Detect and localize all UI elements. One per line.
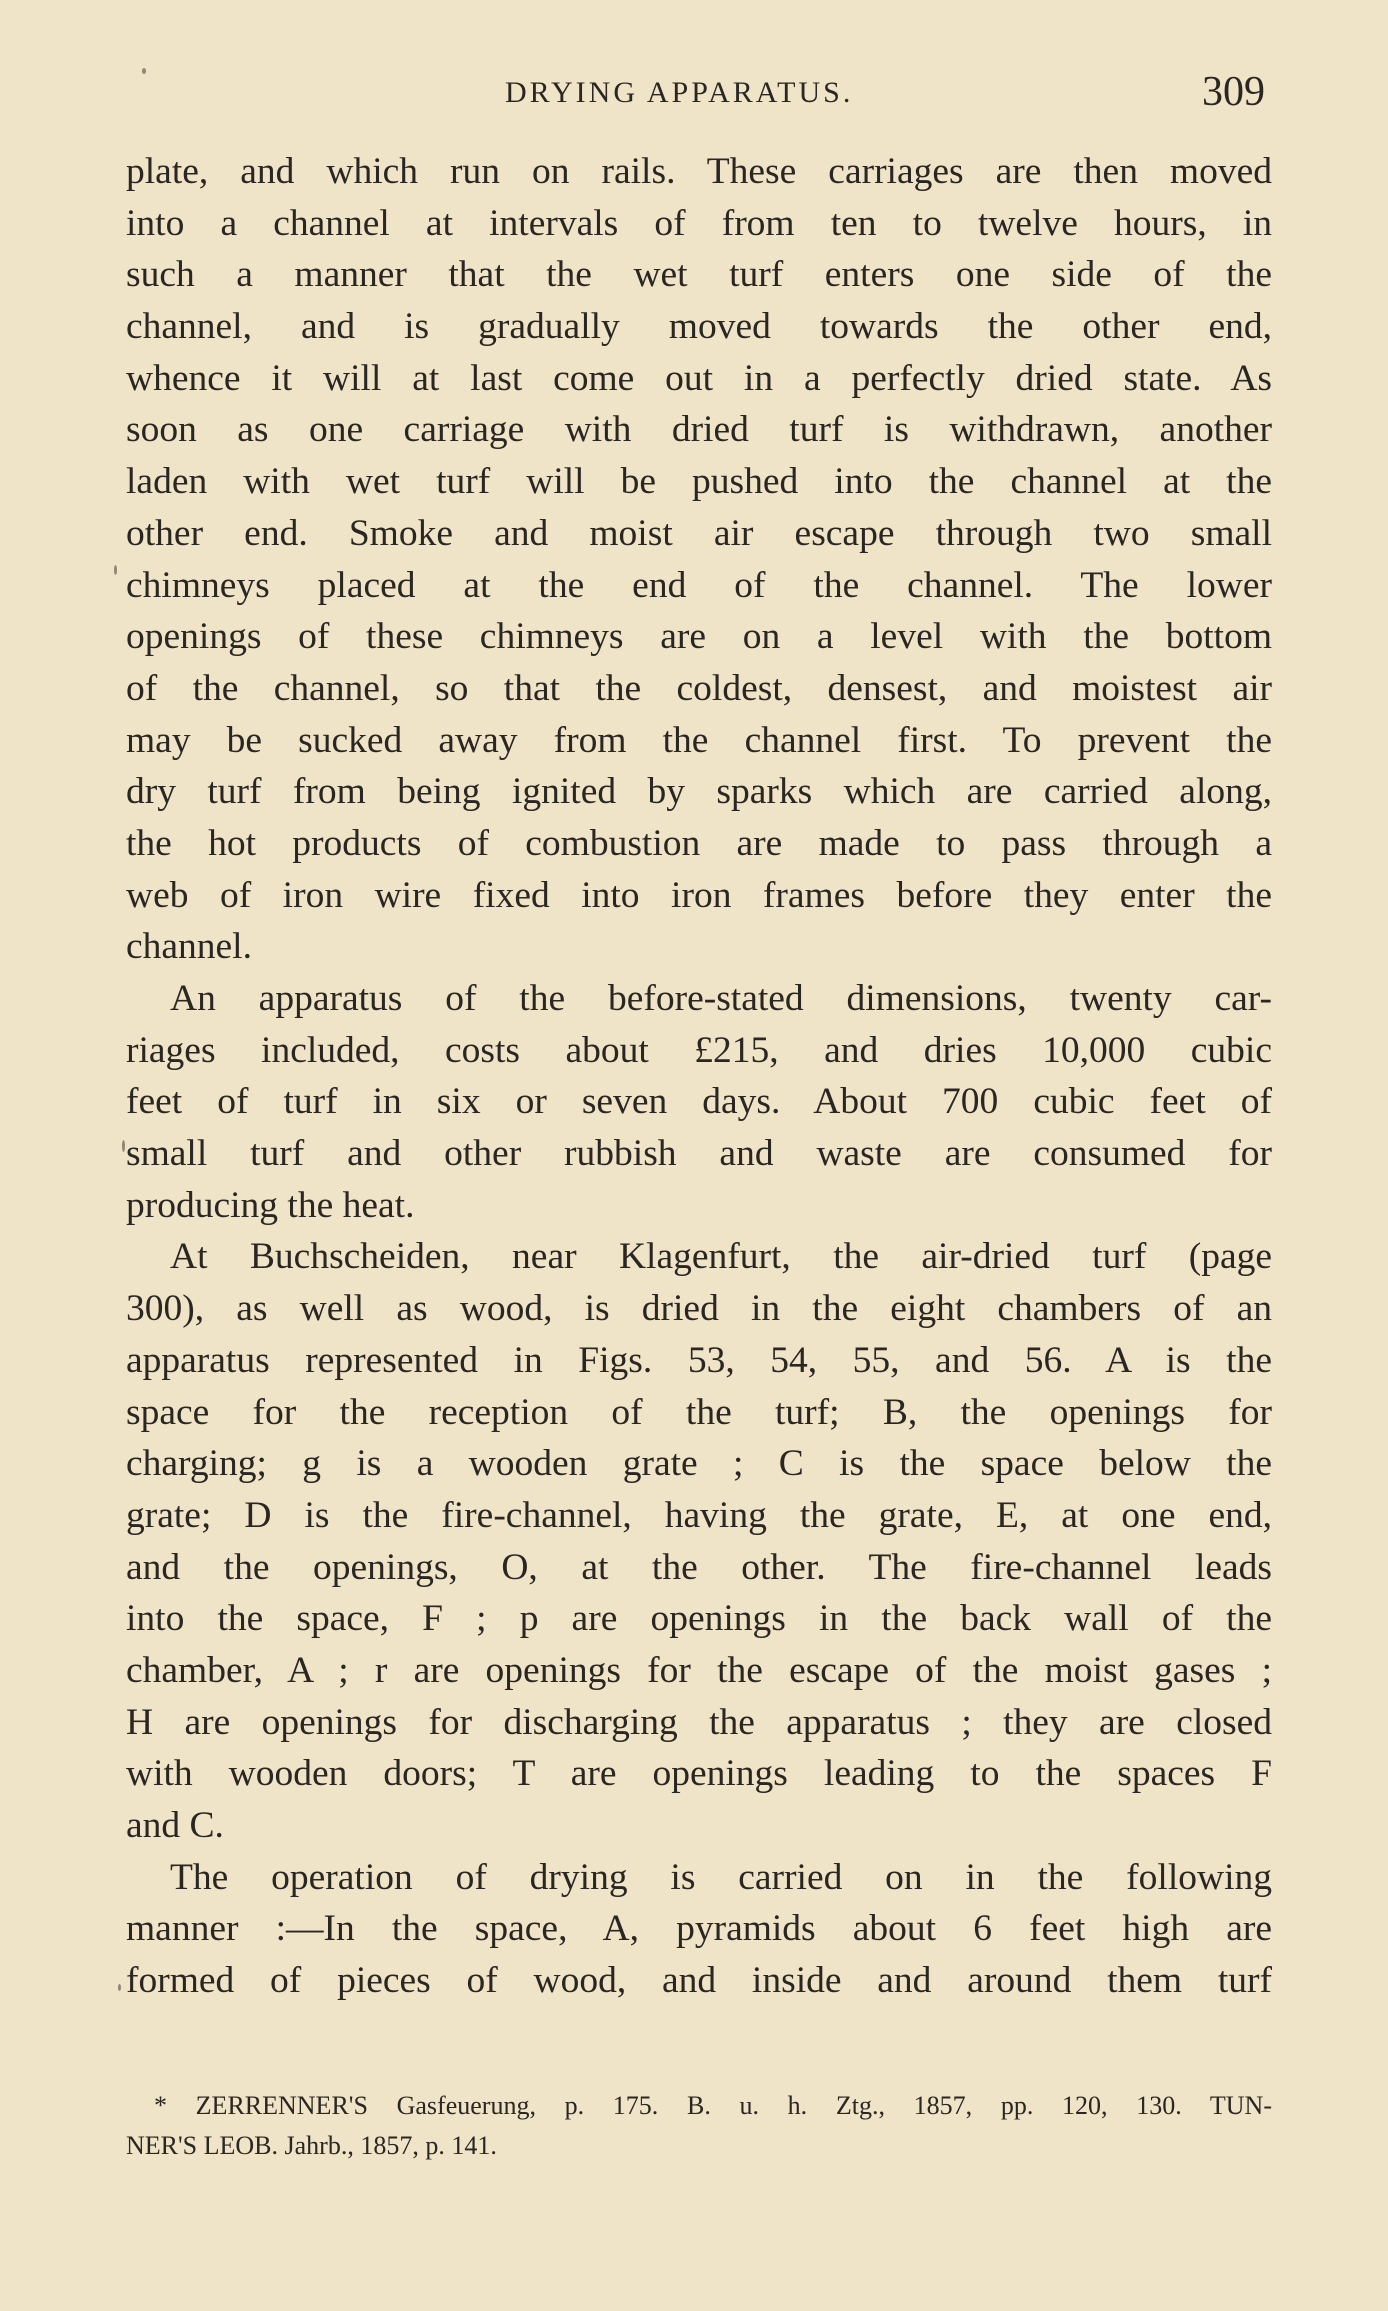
text-line: soon as one carriage with dried turf is withdrawn, another bbox=[126, 409, 1272, 451]
text-line: into the space, F ; p are openings in the back wall of the bbox=[126, 1598, 1272, 1640]
text-line: space for the reception of the turf; B, the openings for bbox=[126, 1391, 1272, 1433]
paragraph-start-line: The operation of drying is carried on in the following bbox=[170, 1856, 1272, 1898]
text-line: and the openings, O, at the other. The fire-channel leads bbox=[126, 1546, 1272, 1588]
text-line: manner :—In the space, A, pyramids about 6 feet high are bbox=[126, 1908, 1272, 1950]
text-line: such a manner that the wet turf enters one side of the bbox=[126, 254, 1272, 296]
text-line: channel, and is gradually moved towards the other end, bbox=[126, 306, 1272, 348]
running-title: DRYING APPARATUS. bbox=[505, 76, 854, 109]
margin-speck bbox=[114, 565, 117, 575]
paragraph-start-line: An apparatus of the before-stated dimensions, twenty car- bbox=[170, 978, 1272, 1019]
paragraph-start-line: At Buchscheiden, near Klagenfurt, the air-dried turf (page bbox=[170, 1236, 1272, 1278]
running-head bbox=[0, 68, 1388, 118]
text-line: other end. Smoke and moist air escape through two small bbox=[126, 512, 1272, 554]
text-line: channel. bbox=[126, 926, 252, 968]
margin-speck bbox=[118, 1984, 121, 1991]
text-line: 300), as well as wood, is dried in the eight chambers of an bbox=[126, 1288, 1272, 1330]
margin-speck bbox=[142, 68, 146, 74]
text-line: riages included, costs about £215, and dries 10,000 cubic bbox=[126, 1029, 1272, 1071]
text-line: whence it will at last come out in a perfectly dried state. As bbox=[126, 357, 1272, 399]
footnote bbox=[126, 2086, 1272, 2166]
text-line: dry turf from being ignited by sparks which are carried along, bbox=[126, 771, 1272, 813]
text-line: chimneys placed at the end of the channel. The lower bbox=[126, 564, 1272, 606]
text-line: may be sucked away from the channel first. To prevent the bbox=[126, 719, 1272, 761]
text-line: with wooden doors; T are openings leading to the spaces F bbox=[126, 1753, 1272, 1795]
text-line: feet of turf in six or seven days. About 700 cubic feet of bbox=[126, 1081, 1272, 1123]
text-line: H are openings for discharging the apparatus ; they are closed bbox=[126, 1701, 1272, 1743]
text-line: charging; g is a wooden grate ; C is the space below the bbox=[126, 1443, 1272, 1485]
text-line: formed of pieces of wood, and inside and around them turf bbox=[126, 1960, 1272, 2002]
text-line: openings of these chimneys are on a level with the bottom bbox=[126, 616, 1272, 658]
text-line: apparatus represented in Figs. 53, 54, 55, and 56. A is the bbox=[126, 1339, 1272, 1381]
margin-speck bbox=[122, 1140, 125, 1152]
text-line: the hot products of combustion are made to pass through a bbox=[126, 822, 1272, 864]
text-line: into a channel at intervals of from ten to twelve hours, in bbox=[126, 202, 1272, 244]
page-number: 309 bbox=[1202, 69, 1265, 115]
footnote-line: NER'S LEOB. Jahrb., 1857, p. 141. bbox=[126, 2131, 497, 2160]
text-line: plate, and which run on rails. These carriages are then moved bbox=[126, 151, 1272, 192]
text-line: chamber, A ; r are openings for the escape of the moist gases ; bbox=[126, 1649, 1272, 1691]
text-line: of the channel, so that the coldest, densest, and moistest air bbox=[126, 667, 1272, 709]
text-line: web of iron wire fixed into iron frames before they enter the bbox=[126, 874, 1272, 916]
text-line: and C. bbox=[126, 1805, 224, 1846]
text-line: small turf and other rubbish and waste are consumed for bbox=[126, 1133, 1272, 1175]
body-text bbox=[126, 146, 1272, 2007]
text-line: grate; D is the fire-channel, having the grate, E, at one end, bbox=[126, 1494, 1272, 1536]
text-line: laden with wet turf will be pushed into the channel at the bbox=[126, 461, 1272, 503]
footnote-line: * ZERRENNER'S Gasfeuerung, p. 175. B. u. h. Ztg., 1857, pp. 120, 130. TUN- bbox=[154, 2091, 1272, 2120]
text-line: producing the heat. bbox=[126, 1184, 415, 1226]
